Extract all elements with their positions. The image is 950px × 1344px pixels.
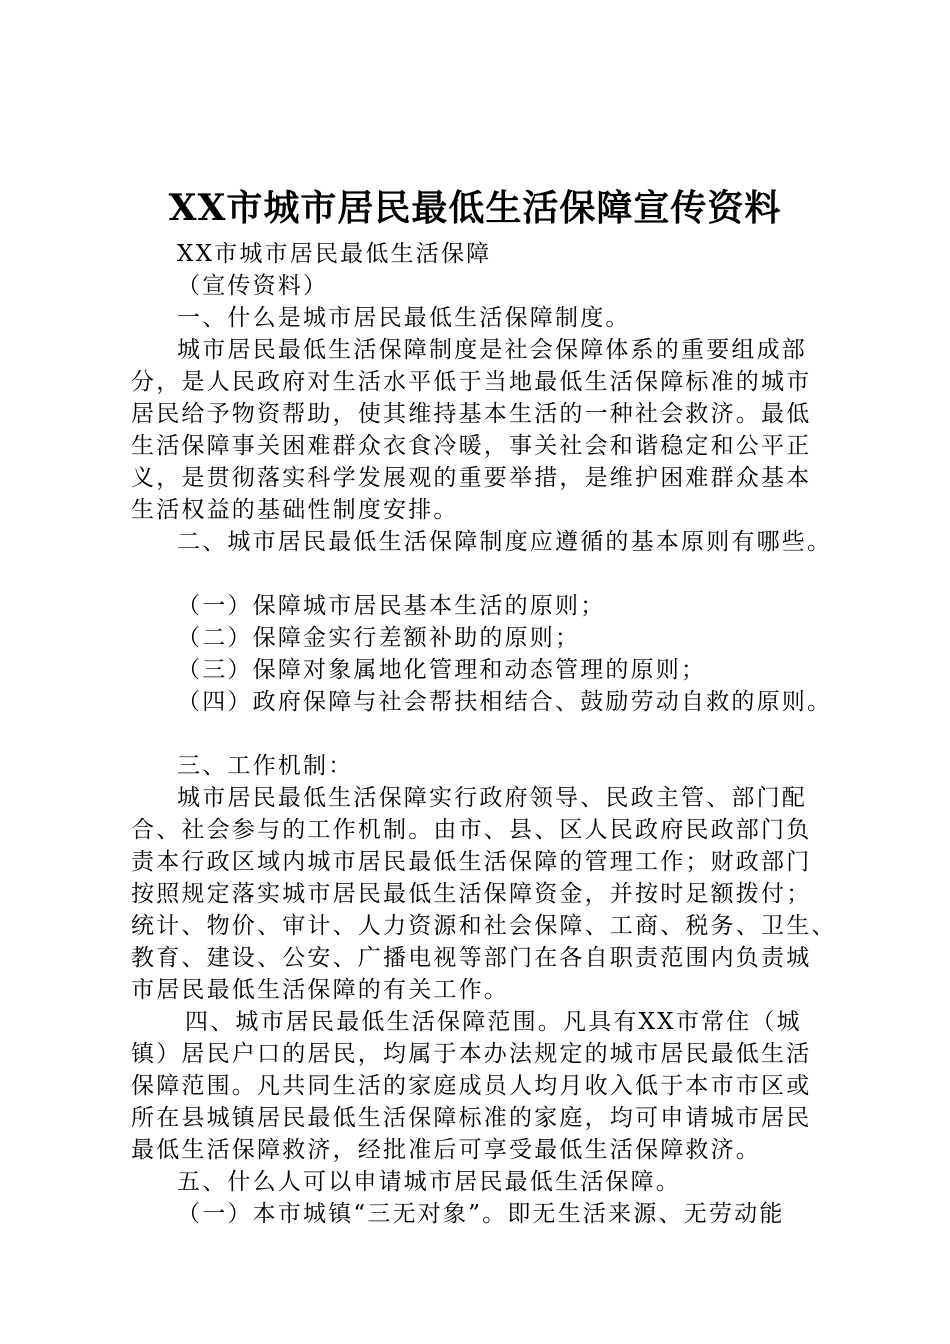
paragraph-line: 分，是人民政府对生活水平低于当地最低生活保障标准的城市 — [131, 369, 812, 395]
section-heading-4: 四、城市居民最低生活保障范围。凡具有XX市常住（城 — [185, 1009, 802, 1035]
section-heading-3: 三、工作机制： — [177, 753, 354, 779]
paragraph-line: 居民给予物资帮助，使其维持基本生活的一种社会救济。最低 — [131, 401, 812, 427]
blank-line — [131, 718, 851, 750]
section-heading-1: 一、什么是城市居民最低生活保障制度。 — [177, 305, 631, 331]
section-heading-2: 二、城市居民最低生活保障制度应遵循的基本原则有哪些。 — [177, 529, 833, 555]
paragraph-line: 责本行政区域内城市居民最低生活保障的管理工作；财政部门 — [131, 849, 812, 875]
paragraph-line: 教育、建设、公安、广播电视等部门在各自职责范围内负责城 — [131, 945, 812, 971]
paragraph-line: 按照规定落实城市居民最低生活保障资金，并按时足额拨付； — [131, 881, 812, 907]
paragraph-line: 市居民最低生活保障的有关工作。 — [131, 977, 509, 1003]
subtitle-line: XX市城市居民最低生活保障 — [177, 241, 492, 267]
paragraph-line: 城市居民最低生活保障实行政府领导、民政主管、部门配 — [177, 785, 807, 811]
principle-item-1: （一）保障城市居民基本生活的原则； — [177, 593, 606, 619]
paragraph-line: 义，是贯彻落实科学发展观的重要举措，是维护困难群众基本 — [131, 465, 812, 491]
paragraph-line: 所在县城镇居民最低生活保障标准的家庭，均可申请城市居民 — [131, 1105, 812, 1131]
paragraph-line: 城市居民最低生活保障制度是社会保障体系的重要组成部 — [177, 337, 807, 363]
principle-item-3: （三）保障对象属地化管理和动态管理的原则； — [177, 657, 707, 683]
principle-item-2: （二）保障金实行差额补助的原则； — [177, 625, 581, 651]
paragraph-line: 合、社会参与的工作机制。由市、县、区人民政府民政部门负 — [131, 817, 812, 843]
blank-line — [131, 558, 851, 590]
paragraph-line: 保障范围。凡共同生活的家庭成员人均月收入低于本市市区或 — [131, 1073, 812, 1099]
paragraph-line: 镇）居民户口的居民，均属于本办法规定的城市居民最低生活 — [131, 1041, 812, 1067]
document-body — [131, 238, 851, 1230]
paragraph-line: 最低生活保障救济，经批准后可享受最低生活保障救济。 — [131, 1137, 761, 1163]
principle-item-4: （四）政府保障与社会帮扶相结合、鼓励劳动自救的原则。 — [177, 689, 833, 715]
document-title: XX市城市居民最低生活保障宣传资料 — [168, 187, 782, 229]
eligibility-item-1: （一）本市城镇“三无对象”。即无生活来源、无劳动能 — [177, 1201, 785, 1227]
subtitle-note-line: （宣传资料） — [177, 273, 329, 299]
paragraph-line: 生活权益的基础性制度安排。 — [131, 497, 459, 523]
paragraph-line: 统计、物价、审计、人力资源和社会保障、工商、税务、卫生、 — [131, 913, 837, 939]
paragraph-line: 生活保障事关困难群众衣食冷暖，事关社会和谐稳定和公平正 — [131, 433, 812, 459]
section-heading-5: 五、什么人可以申请城市居民最低生活保障。 — [177, 1169, 681, 1195]
